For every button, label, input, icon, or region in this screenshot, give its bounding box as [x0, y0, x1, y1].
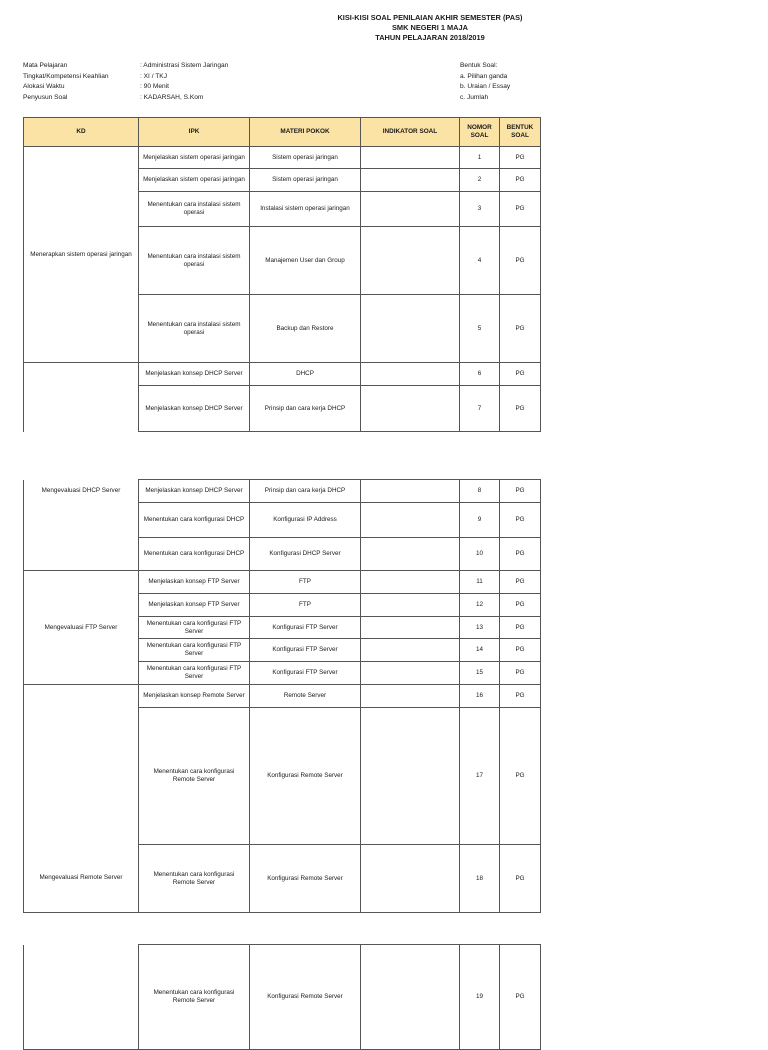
materi-cell: Konfigurasi Remote Server — [250, 945, 361, 1050]
materi-cell: DHCP — [250, 363, 361, 386]
column-header-indikator-soal: INDIKATOR SOAL — [361, 118, 460, 147]
info-value: : Administrasi Sistem Jaringan — [140, 62, 229, 69]
kd-cell-empty — [24, 363, 139, 432]
column-header-materi-pokok: MATERI POKOK — [250, 118, 361, 147]
bentuk-cell: PG — [500, 386, 541, 432]
bentuk-soal-legend — [460, 61, 510, 104]
bentuk-soal-item: c. Jumlah — [460, 94, 489, 102]
kd-cell-empty — [24, 945, 139, 1050]
nomor-cell: 19 — [460, 945, 500, 1050]
ipk-cell: Menentukan cara instalasi sistem operasi — [139, 192, 250, 227]
ipk-cell: Menentukan cara konfigurasi Remote Server — [139, 708, 250, 845]
materi-cell: Konfigurasi FTP Server — [250, 639, 361, 662]
materi-cell: Prinsip dan cara kerja DHCP — [250, 480, 361, 503]
indikator-cell — [361, 480, 460, 503]
nomor-cell: 16 — [460, 685, 500, 708]
column-header-nomor-soal: NOMOR SOAL — [460, 118, 500, 147]
bentuk-cell: PG — [500, 662, 541, 685]
info-value: : XI / TKJ — [140, 72, 167, 80]
bentuk-cell: PG — [500, 227, 541, 295]
title-line-1: KISI-KISI SOAL PENILAIAN AKHIR SEMESTER (PAS) — [337, 13, 523, 22]
bentuk-cell: PG — [500, 363, 541, 386]
title-line-2: SMK NEGERI 1 MAJA — [392, 23, 468, 32]
bentuk-soal-title: Bentuk Soal: — [460, 62, 498, 69]
bentuk-cell: PG — [500, 147, 541, 169]
bentuk-cell: PG — [500, 295, 541, 363]
materi-cell: Sistem operasi jaringan — [250, 147, 361, 169]
indikator-cell — [361, 503, 460, 538]
nomor-cell: 17 — [460, 708, 500, 845]
ipk-cell: Menentukan cara konfigurasi FTP Server — [139, 639, 250, 662]
ipk-cell: Menjelaskan konsep DHCP Server — [139, 386, 250, 432]
column-header-ipk: IPK — [139, 118, 250, 147]
info-label: Penyusun Soal — [23, 94, 68, 102]
materi-cell: Sistem operasi jaringan — [250, 169, 361, 192]
kd-cell: Mengevaluasi DHCP Server — [24, 480, 139, 571]
nomor-cell: 4 — [460, 227, 500, 295]
kisi-kisi-table-part-1 — [23, 117, 541, 432]
kd-cell: Mengevaluasi Remote Server — [24, 685, 139, 913]
bentuk-cell: PG — [500, 945, 541, 1050]
indikator-cell — [361, 363, 460, 386]
ipk-cell: Menentukan cara konfigurasi Remote Server — [139, 945, 250, 1050]
materi-cell: Prinsip dan cara kerja DHCP — [250, 386, 361, 432]
info-labels — [23, 61, 109, 104]
indikator-cell — [361, 571, 460, 594]
info-values — [140, 61, 228, 104]
indikator-cell — [361, 169, 460, 192]
bentuk-cell: PG — [500, 538, 541, 571]
indikator-cell — [361, 845, 460, 913]
ipk-cell: Menentukan cara instalasi sistem operasi — [139, 227, 250, 295]
nomor-cell: 12 — [460, 594, 500, 617]
info-label: Alokasi Waktu — [23, 83, 65, 91]
indikator-cell — [361, 708, 460, 845]
table-header-row — [24, 118, 541, 147]
ipk-cell: Menentukan cara konfigurasi DHCP — [139, 503, 250, 538]
materi-cell: Konfigurasi FTP Server — [250, 617, 361, 639]
info-label: Tingkat/Kompetensi Keahlian — [23, 72, 109, 80]
materi-cell: Konfigurasi Remote Server — [250, 708, 361, 845]
indikator-cell — [361, 538, 460, 571]
nomor-cell: 3 — [460, 192, 500, 227]
table-row — [24, 147, 541, 169]
ipk-cell: Menjelaskan konsep Remote Server — [139, 685, 250, 708]
bentuk-soal-item: a. Pilihan ganda — [460, 72, 508, 80]
table-row — [24, 571, 541, 594]
indikator-cell — [361, 227, 460, 295]
materi-cell: Remote Server — [250, 685, 361, 708]
materi-cell: Backup dan Restore — [250, 295, 361, 363]
bentuk-cell: PG — [500, 192, 541, 227]
info-label: Mata Pelajaran — [23, 62, 68, 69]
materi-cell: Instalasi sistem operasi jaringan — [250, 192, 361, 227]
bentuk-cell: PG — [500, 480, 541, 503]
bentuk-cell: PG — [500, 169, 541, 192]
table-row — [24, 480, 541, 503]
nomor-cell: 14 — [460, 639, 500, 662]
nomor-cell: 15 — [460, 662, 500, 685]
materi-cell: Manajemen User dan Group — [250, 227, 361, 295]
indikator-cell — [361, 639, 460, 662]
ipk-cell: Menjelaskan sistem operasi jaringan — [139, 169, 250, 192]
indikator-cell — [361, 295, 460, 363]
nomor-cell: 18 — [460, 845, 500, 913]
indikator-cell — [361, 594, 460, 617]
kisi-kisi-table-part-2 — [23, 479, 541, 913]
ipk-cell: Menentukan cara konfigurasi FTP Server — [139, 662, 250, 685]
column-header-kd: KD — [24, 118, 139, 147]
kd-cell: Mengevaluasi FTP Server — [24, 571, 139, 685]
ipk-cell: Menjelaskan konsep DHCP Server — [139, 480, 250, 503]
kisi-kisi-table-part-3 — [23, 944, 541, 1050]
ipk-cell: Menentukan cara konfigurasi Remote Server — [139, 845, 250, 913]
bentuk-cell: PG — [500, 594, 541, 617]
bentuk-cell: PG — [500, 503, 541, 538]
materi-cell: Konfigurasi Remote Server — [250, 845, 361, 913]
nomor-cell: 2 — [460, 169, 500, 192]
indikator-cell — [361, 147, 460, 169]
nomor-cell: 13 — [460, 617, 500, 639]
ipk-cell: Menjelaskan konsep FTP Server — [139, 594, 250, 617]
info-value: : 90 Menit — [140, 83, 169, 91]
nomor-cell: 7 — [460, 386, 500, 432]
bentuk-soal-item: b. Uraian / Essay — [460, 83, 511, 91]
indikator-cell — [361, 945, 460, 1050]
materi-cell: Konfigurasi IP Address — [250, 503, 361, 538]
ipk-cell: Menjelaskan konsep DHCP Server — [139, 363, 250, 386]
nomor-cell: 6 — [460, 363, 500, 386]
ipk-cell: Menentukan cara instalasi sistem operasi — [139, 295, 250, 363]
indikator-cell — [361, 685, 460, 708]
indikator-cell — [361, 386, 460, 432]
nomor-cell: 9 — [460, 503, 500, 538]
bentuk-cell: PG — [500, 571, 541, 594]
bentuk-cell: PG — [500, 639, 541, 662]
materi-cell: FTP — [250, 594, 361, 617]
nomor-cell: 11 — [460, 571, 500, 594]
info-value: : KADARSAH, S.Kom — [140, 94, 204, 102]
nomor-cell: 1 — [460, 147, 500, 169]
materi-cell: FTP — [250, 571, 361, 594]
ipk-cell: Menjelaskan konsep FTP Server — [139, 571, 250, 594]
indikator-cell — [361, 192, 460, 227]
bentuk-cell: PG — [500, 685, 541, 708]
materi-cell: Konfigurasi DHCP Server — [250, 538, 361, 571]
ipk-cell: Menentukan cara konfigurasi DHCP — [139, 538, 250, 571]
ipk-cell: Menjelaskan sistem operasi jaringan — [139, 147, 250, 169]
bentuk-cell: PG — [500, 617, 541, 639]
column-header-bentuk-soal: BENTUK SOAL — [500, 118, 541, 147]
materi-cell: Konfigurasi FTP Server — [250, 662, 361, 685]
table-row — [24, 685, 541, 708]
kd-cell: Menerapkan sistem operasi jaringan — [24, 147, 139, 363]
bentuk-cell: PG — [500, 845, 541, 913]
nomor-cell: 8 — [460, 480, 500, 503]
document-title — [250, 13, 610, 43]
title-line-3: TAHUN PELAJARAN 2018/2019 — [375, 33, 485, 42]
table-row — [24, 363, 541, 386]
nomor-cell: 10 — [460, 538, 500, 571]
table-row — [24, 945, 541, 1050]
nomor-cell: 5 — [460, 295, 500, 363]
ipk-cell: Menentukan cara konfigurasi FTP Server — [139, 617, 250, 639]
indikator-cell — [361, 662, 460, 685]
bentuk-cell: PG — [500, 708, 541, 845]
indikator-cell — [361, 617, 460, 639]
